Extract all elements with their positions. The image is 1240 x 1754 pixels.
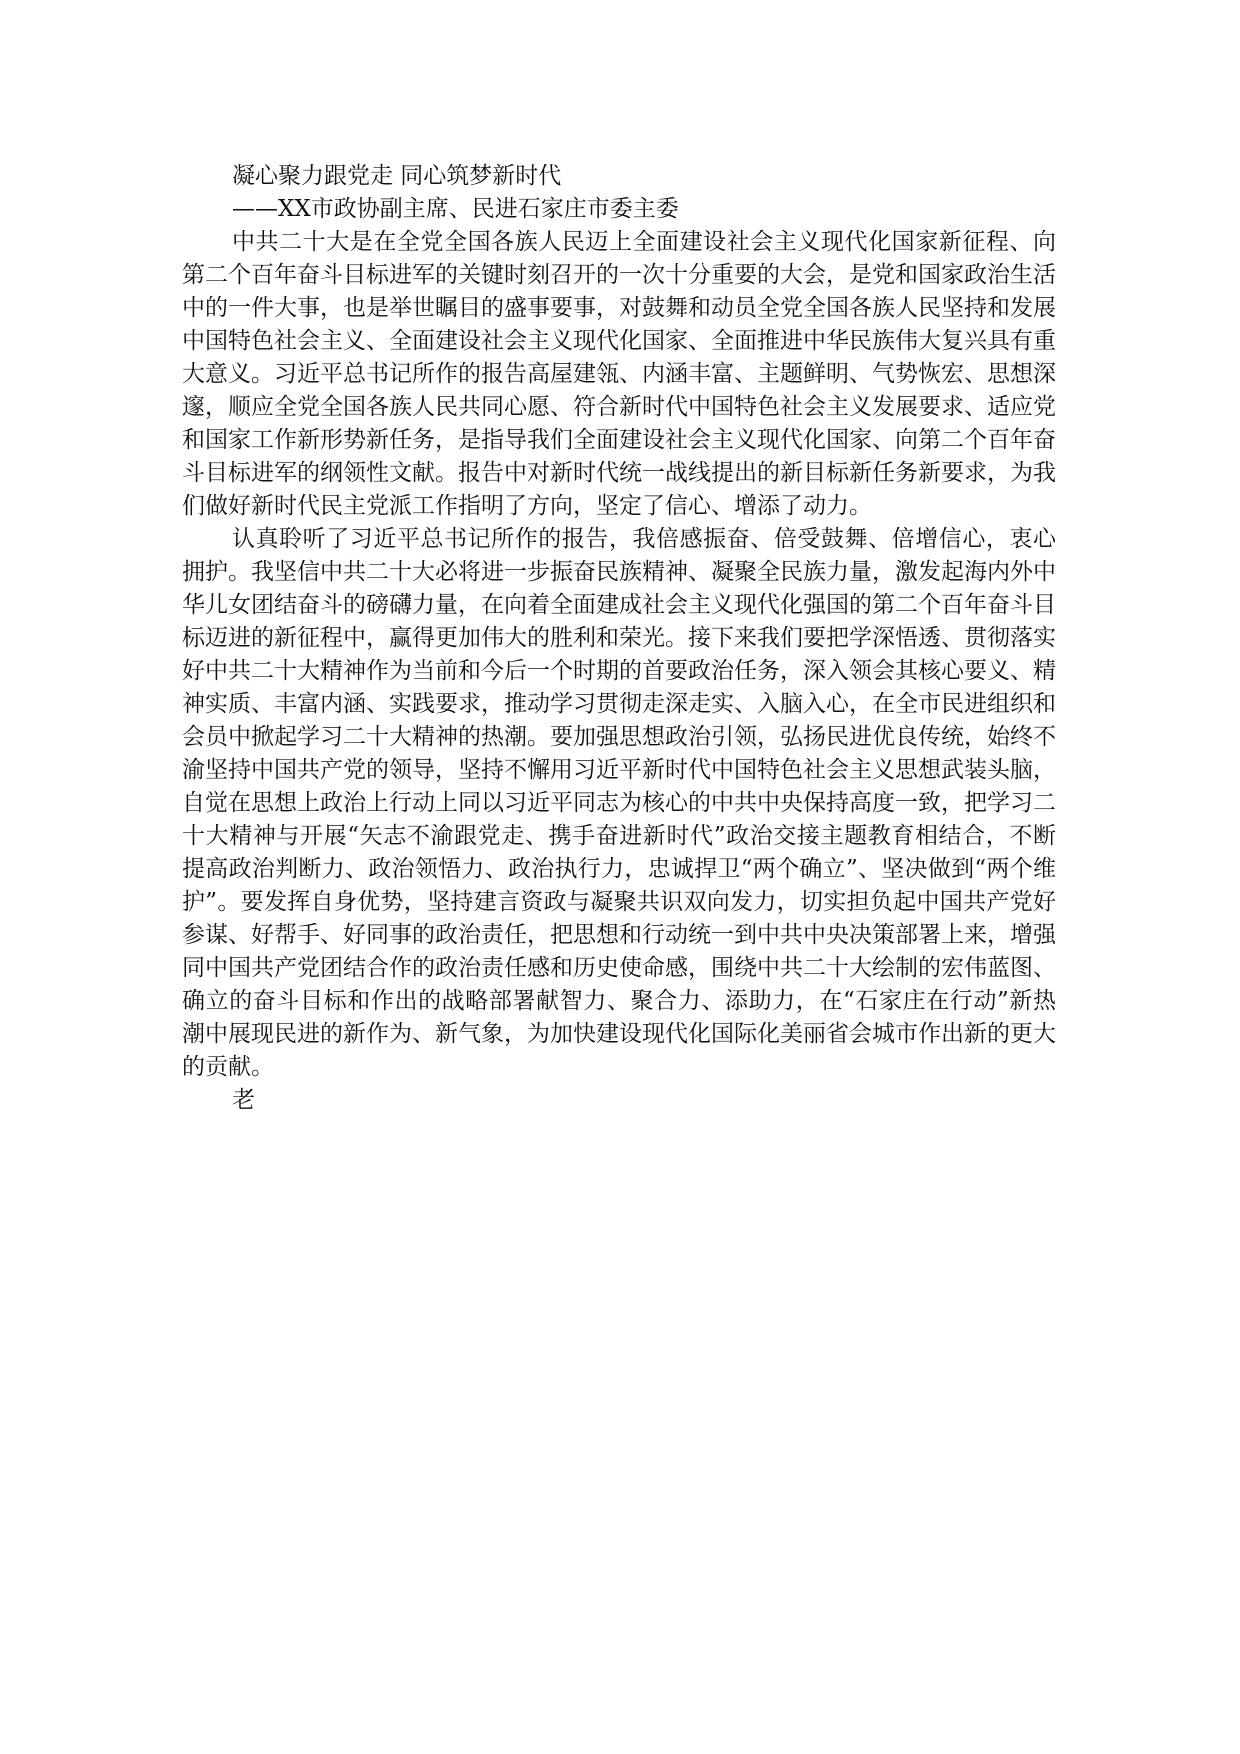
paragraph-2: 认真聆听了习近平总书记所作的报告，我倍感振奋、倍受鼓舞、倍增信心，衷心拥护。我坚信中共二十大必将进一步振奋民族精神、凝聚全民族力量，激发起海内外中华儿女团结奋斗的磅礴力量，在向着全面建成社会主义现代化强国的第二个百年奋斗目标迈进的新征程中，赢得更加伟大的胜利和荣光。接下来我们要把学深悟透、贯彻落实好中共二十大精神作为当前和今后一个时期的首要政治任务，深入领会其核心要义、精神实质、丰富内涵、实践要求，推动学习贯彻走深走实、入脑入心，在全市民进组织和会员中掀起学习二十大精神的热潮。要加强思想政治引领，弘扬民进优良传统，始终不渝坚持中国共产党的领导，坚持不懈用习近平新时代中国特色社会主义思想武装头脑，自觉在思想上政治上行动上同以习近平同志为核心的中共中央保持高度一致，把学习二十大精神与开展“矢志不渝跟党走、携手奋进新时代”政治交接主题教育相结合，不断提高政治判断力、政治领悟力、政治执行力，忠诚捍卫“两个确立”、坚决做到“两个维护”。要发挥自身优势，坚持建言资政与凝聚共识双向发力，切实担负起中国共产党好参谋、好帮手、好同事的政治责任，把思想和行动统一到中共中央决策部署上来，增强同中国共产党团结合作的政治责任感和历史使命感，围绕中共二十大绘制的宏伟蓝图、确立的奋斗目标和作出的战略部署献智力、聚合力、添助力，在“石家庄在行动”新热潮中展现民进的新作为、新气象，为加快建设现代化国际化美丽省会城市作出新的更大的贡献。 <box>182 526 1056 1080</box>
paragraph-1: 中共二十大是在全党全国各族人民迈上全面建设社会主义现代化国家新征程、向第二个百年奋斗目标进军的关键时刻召开的一次十分重要的大会，是党和国家政治生活中的一件大事，也是举世瞩目的盛事要事，对鼓舞和动员全党全国各族人民坚持和发展中国特色社会主义、全面建设社会主义现代化国家、全面推进中华民族伟大复兴具有重大意义。习近平总书记所作的报告高屋建瓴、内涵丰富、主题鲜明、气势恢宏、思想深邃，顺应全党全国各族人民共同心愿、符合新时代中国特色社会主义发展要求、适应党和国家工作新形势新任务，是指导我们全面建设社会主义现代化国家、向第二个百年奋斗目标进军的纲领性文献。报告中对新时代统一战线提出的新目标新任务新要求，为我们做好新时代民主党派工作指明了方向，坚定了信心、增添了动力。 <box>182 229 1056 519</box>
document-body <box>182 160 1056 1117</box>
document-title: 凝心聚力跟党走 同心筑梦新时代 <box>232 163 562 189</box>
paragraph-3: 老 <box>232 1087 255 1113</box>
document-subtitle: ——XX市政协副主席、民进石家庄市委主委 <box>232 196 679 222</box>
